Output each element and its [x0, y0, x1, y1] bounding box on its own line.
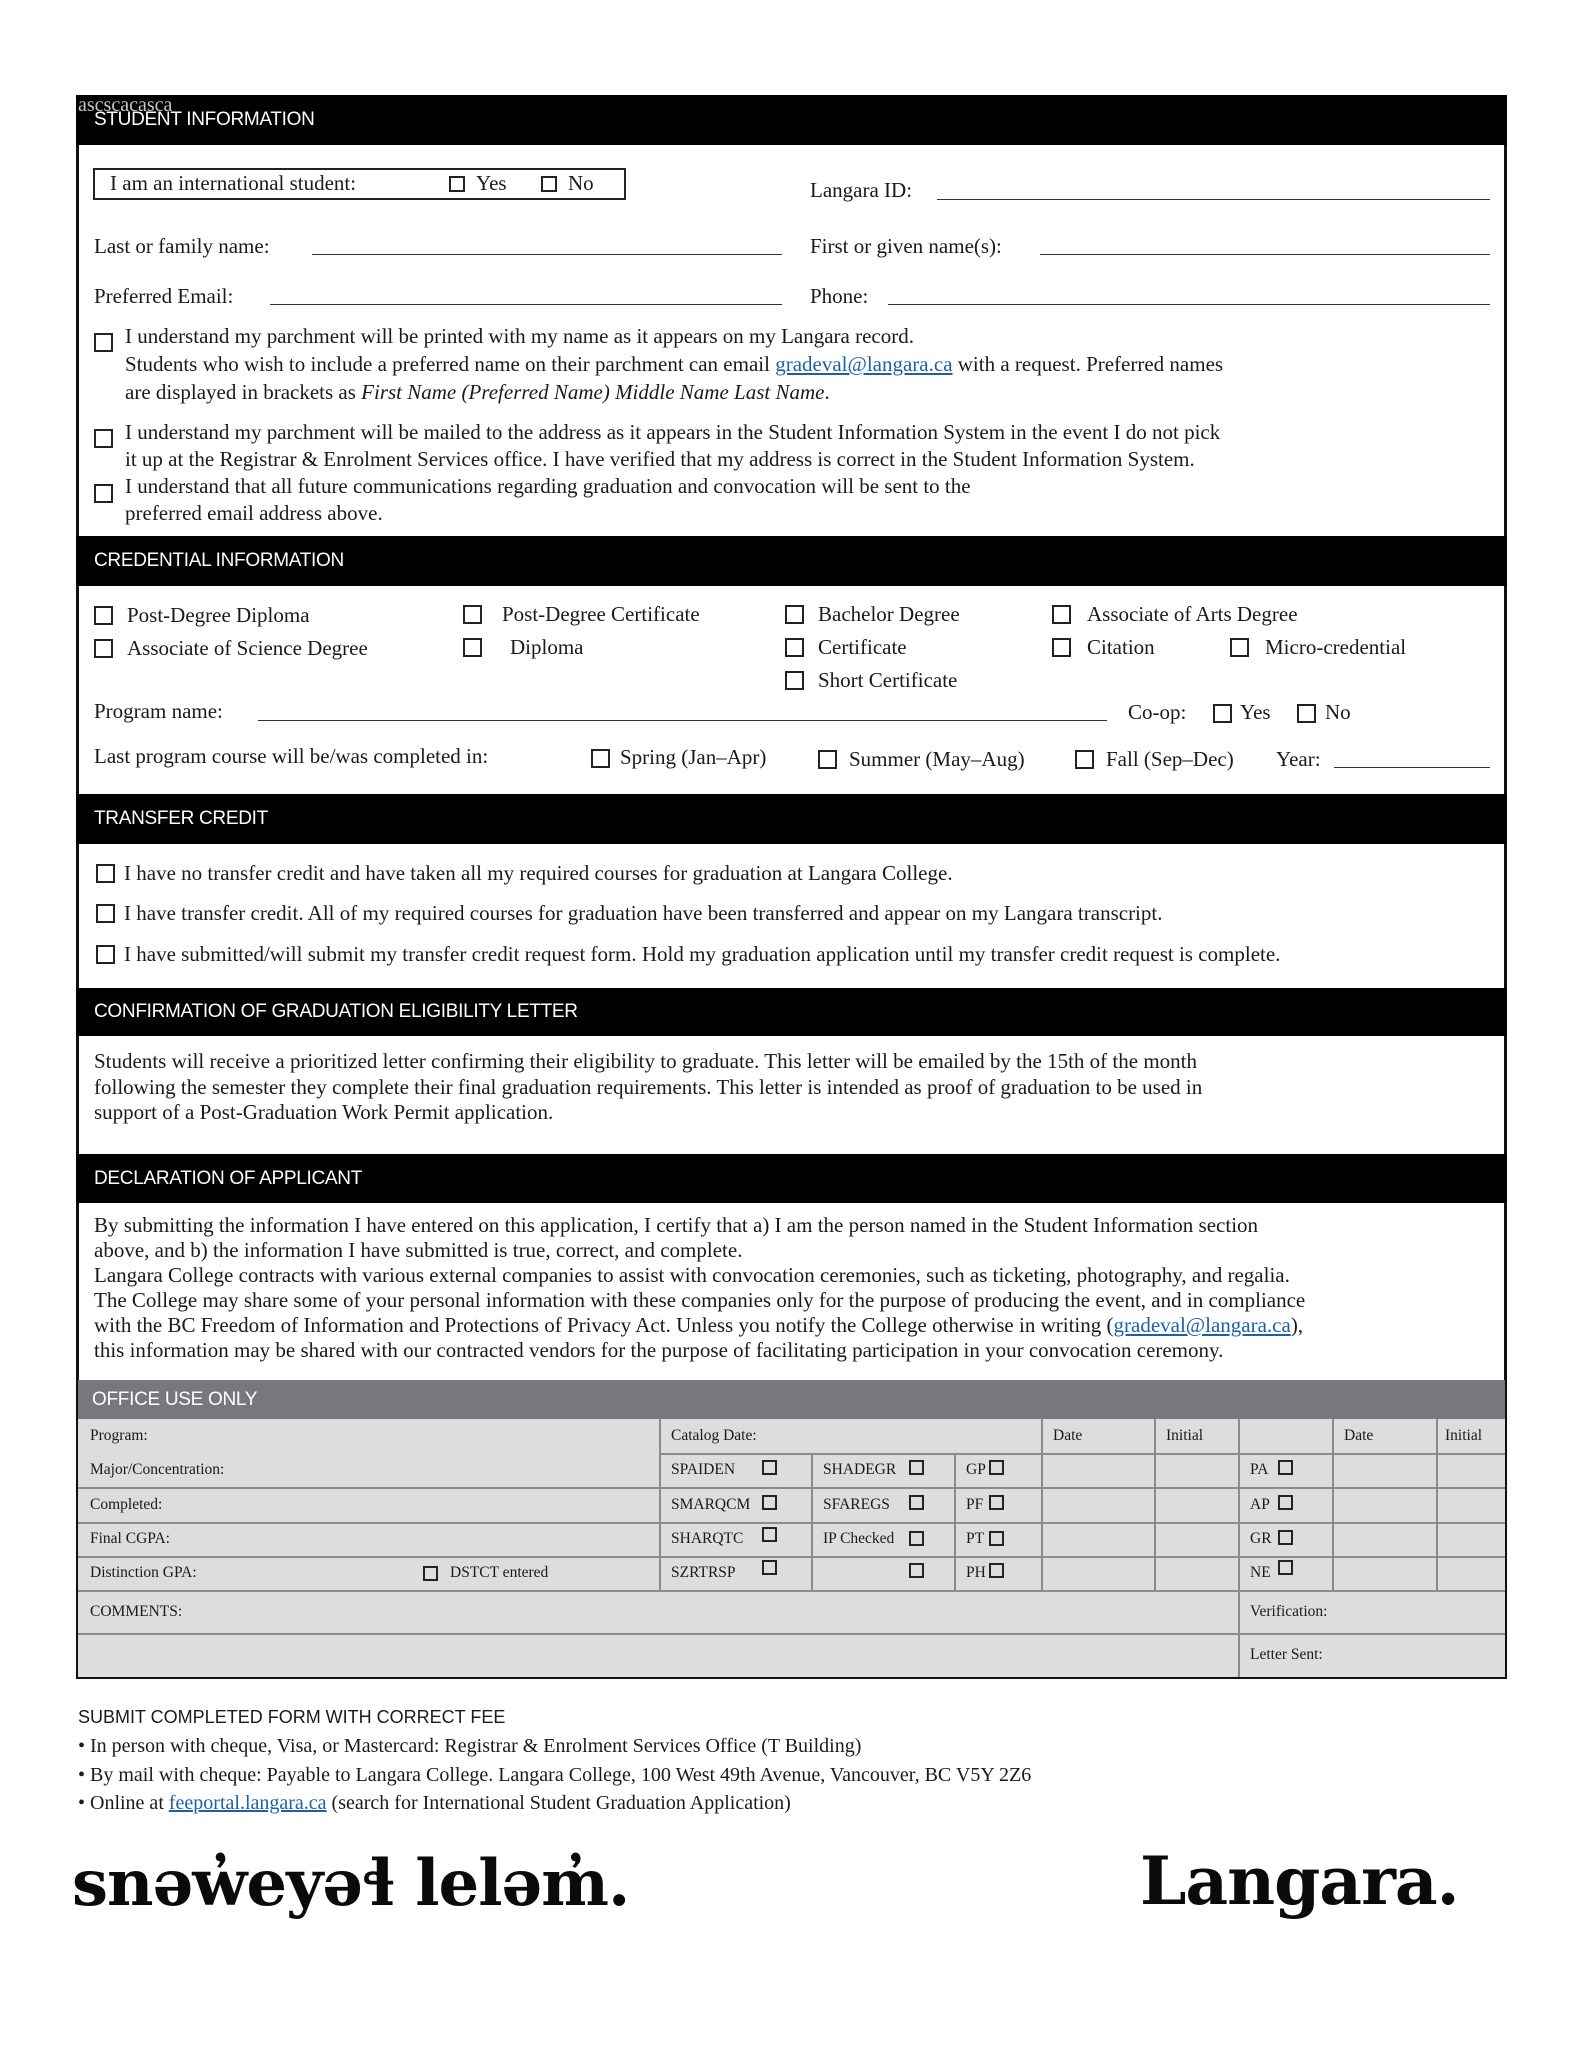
blank-checkbox[interactable]	[909, 1563, 924, 1578]
date-label: Date	[1053, 1427, 1083, 1444]
szrtrsp-cell	[659, 1556, 811, 1590]
blank-cell	[811, 1556, 954, 1590]
short-certificate-checkbox[interactable]	[785, 671, 804, 690]
langara-id-field[interactable]	[937, 199, 1490, 200]
distinction-gpa-cell	[78, 1556, 659, 1590]
ack-name-line1: I understand my parchment will be printed with my name as it appears on my Langara record.	[125, 324, 914, 348]
major-label: Major/Concentration:	[90, 1461, 225, 1478]
section-header-student-information	[76, 95, 1507, 145]
program-label: Program:	[90, 1427, 148, 1444]
spring-checkbox[interactable]	[591, 749, 610, 768]
shadegr-label: SHADEGR	[823, 1461, 897, 1478]
first-name-field[interactable]	[1040, 254, 1490, 255]
year-label: Year:	[1276, 747, 1321, 771]
initial-header-2	[1436, 1419, 1505, 1453]
post-degree-diploma-label: Post-Degree Diploma	[127, 603, 310, 627]
initial-label: Initial	[1445, 1427, 1483, 1444]
pf-label: PF	[966, 1495, 984, 1513]
ph-label: PH	[966, 1564, 986, 1581]
bachelor-degree-checkbox[interactable]	[785, 605, 804, 624]
gp-checkbox[interactable]	[989, 1460, 1004, 1475]
ack-communications-line1: I understand that all future communications regarding graduation and convocation will be sent to the	[125, 474, 971, 498]
international-yes-label: Yes	[476, 171, 507, 195]
letter-sent-cell[interactable]	[1238, 1633, 1505, 1677]
declaration-line: above, and b) the information I have submitted is true, correct, and complete.	[94, 1238, 743, 1262]
post-degree-certificate-checkbox[interactable]	[463, 605, 482, 624]
section-header-office-use	[78, 1380, 1505, 1420]
sfaregs-label: SFAREGS	[823, 1495, 890, 1513]
ip-checked-checkbox[interactable]	[909, 1531, 924, 1546]
confirmation-line: Students will receive a prioritized letter confirming their eligibility to graduate. This letter will be emailed by the 15th of the month	[94, 1049, 1197, 1073]
ap-label: AP	[1250, 1495, 1270, 1513]
final-cgpa-label: Final CGPA:	[90, 1530, 170, 1547]
pa-checkbox[interactable]	[1278, 1460, 1293, 1475]
confirmation-paragraph	[94, 1049, 1494, 1126]
sharqtc-label: SHARQTC	[671, 1530, 744, 1547]
completed-cell	[78, 1487, 659, 1522]
ack-mail-line2: it up at the Registrar & Enrolment Services office. I have verified that my address is correct in the Student Information System.	[125, 447, 1195, 471]
ghost-text: ascscacasca	[78, 94, 173, 116]
date-header-2	[1332, 1419, 1436, 1453]
summer-label: Summer (May–Aug)	[849, 747, 1025, 771]
declaration-line: By submitting the information I have entered on this application, I certify that a) I am the person named in the Student Information section	[94, 1213, 1259, 1237]
ack-name-line3-end: .	[824, 380, 830, 404]
short-certificate-label: Short Certificate	[818, 668, 958, 692]
confirmation-line: following the semester they complete their final graduation requirements. This letter is intended as proof of graduation to be used in	[94, 1074, 1203, 1099]
post-degree-certificate-label: Post-Degree Certificate	[502, 602, 700, 626]
comments-field[interactable]	[78, 1633, 1238, 1677]
micro-credential-checkbox[interactable]	[1230, 638, 1249, 657]
ack-name-line2-text: Students who wish to include a preferred name on their parchment can email	[125, 352, 776, 376]
gp-label: GP	[966, 1461, 986, 1478]
spring-label: Spring (Jan–Apr)	[620, 745, 767, 769]
phone-label: Phone:	[810, 284, 869, 308]
coop-yes-label: Yes	[1240, 700, 1271, 724]
ph-checkbox[interactable]	[989, 1563, 1004, 1578]
ack-name-line3-text: are displayed in brackets as	[125, 380, 362, 404]
associate-arts-label: Associate of Arts Degree	[1087, 602, 1298, 626]
catalog-date-cell	[659, 1419, 1041, 1453]
confirmation-line: support of a Post-Graduation Work Permit application.	[94, 1100, 554, 1124]
citation-checkbox[interactable]	[1052, 638, 1071, 657]
gr-checkbox[interactable]	[1278, 1530, 1293, 1545]
preferred-name-format: First Name (Preferred Name) Middle Name Last Name	[361, 380, 825, 404]
summer-checkbox[interactable]	[818, 750, 837, 769]
sfaregs-checkbox[interactable]	[909, 1495, 924, 1510]
section-title: CREDENTIAL INFORMATION	[94, 550, 344, 571]
pf-checkbox[interactable]	[989, 1495, 1004, 1510]
international-student-label: I am an international student:	[110, 171, 357, 195]
spaiden-label: SPAIDEN	[671, 1461, 736, 1478]
section-header-confirmation-letter	[76, 988, 1507, 1036]
section-title: TRANSFER CREDIT	[94, 808, 268, 829]
dstct-entered-checkbox[interactable]	[423, 1566, 438, 1581]
major-cell	[78, 1453, 659, 1487]
transfer-credit-pending-checkbox[interactable]	[96, 945, 115, 964]
coop-yes-checkbox[interactable]	[1213, 704, 1232, 723]
smarqcm-checkbox[interactable]	[762, 1495, 777, 1510]
ack-name-line3	[125, 379, 830, 405]
pa-label: PA	[1250, 1461, 1269, 1478]
ack-communications-line2: preferred email address above.	[125, 501, 383, 525]
shadegr-checkbox[interactable]	[909, 1460, 924, 1475]
spaiden-checkbox[interactable]	[762, 1460, 777, 1475]
preferred-email-field[interactable]	[270, 304, 782, 305]
first-name-label: First or given name(s):	[810, 234, 1002, 258]
submit-online-text-end: (search for International Student Graduation Application)	[326, 1792, 791, 1814]
transfer-credit-pending-label: I have submitted/will submit my transfer credit request form. Hold my graduation application until my transfer credit request is complete.	[124, 942, 1281, 966]
gr-label: GR	[1250, 1530, 1272, 1547]
verification-cell[interactable]	[1238, 1590, 1505, 1633]
no-transfer-credit-checkbox[interactable]	[96, 864, 115, 883]
coop-no-checkbox[interactable]	[1297, 704, 1316, 723]
final-cgpa-cell	[78, 1522, 659, 1556]
last-course-label: Last program course will be/was completed in:	[94, 744, 489, 768]
bachelor-degree-label: Bachelor Degree	[818, 602, 960, 626]
smarqcm-cell	[659, 1487, 811, 1522]
certificate-label: Certificate	[818, 635, 907, 659]
comments-label: COMMENTS:	[90, 1602, 183, 1620]
declaration-line	[94, 1313, 1494, 1338]
declaration-line: The College may share some of your personal information with these companies only for the purpose of producing the event, and in compliance	[94, 1288, 1306, 1312]
date-header	[1041, 1419, 1154, 1453]
ack-mail-line1: I understand my parchment will be mailed to the address as it appears in the Student Information System in the event I do not pick	[125, 420, 1221, 444]
diploma-checkbox[interactable]	[463, 638, 482, 657]
submit-online	[78, 1790, 791, 1816]
micro-credential-label: Micro-credential	[1265, 635, 1407, 659]
dstct-entered-label: DSTCT entered	[450, 1564, 549, 1581]
ap-checkbox[interactable]	[1278, 1495, 1293, 1510]
transfer-credit-complete-label: I have transfer credit. All of my required courses for graduation have been transferred and appear on my Langara transcript.	[124, 901, 1163, 925]
initial-label: Initial	[1166, 1427, 1204, 1444]
langara-logo: Langara.	[1140, 1842, 1459, 1920]
smarqcm-label: SMARQCM	[671, 1495, 751, 1513]
citation-label: Citation	[1087, 635, 1155, 659]
international-yes-checkbox[interactable]	[449, 176, 465, 192]
coop-label: Co-op:	[1128, 700, 1187, 724]
fall-label: Fall (Sep–Dec)	[1106, 747, 1234, 771]
submit-in-person: • In person with cheque, Visa, or Mastercard: Registrar & Enrolment Services Office (T Building)	[78, 1735, 862, 1757]
completed-label: Completed:	[90, 1495, 163, 1513]
submit-online-text: • Online at	[78, 1792, 169, 1814]
declaration-line5-end: ),	[1290, 1313, 1304, 1337]
section-header-declaration	[76, 1154, 1507, 1203]
section-title: STUDENT INFORMATION	[94, 109, 315, 130]
certificate-checkbox[interactable]	[785, 638, 804, 657]
submit-instructions-title: SUBMIT COMPLETED FORM WITH CORRECT FEE	[78, 1707, 506, 1727]
coop-no-label: No	[1325, 700, 1351, 724]
transfer-credit-complete-checkbox[interactable]	[96, 904, 115, 923]
last-name-label: Last or family name:	[94, 234, 270, 258]
submit-by-mail: • By mail with cheque: Payable to Langara College. Langara College, 100 West 49th Avenue, Vancouver, BC V5Y 2Z6	[78, 1764, 1032, 1786]
office-use-table	[78, 1419, 1505, 1677]
phone-field[interactable]	[888, 304, 1490, 305]
szrtrsp-checkbox[interactable]	[762, 1560, 777, 1575]
ne-label: NE	[1250, 1564, 1271, 1581]
program-name-label: Program name:	[94, 699, 223, 723]
last-name-field[interactable]	[312, 254, 782, 255]
ack-name-checkbox[interactable]	[94, 333, 113, 352]
langara-id-label: Langara ID:	[810, 178, 913, 202]
fall-checkbox[interactable]	[1075, 750, 1094, 769]
declaration-line: this information may be shared with our contracted vendors for the purpose of facilitating participation in your convocation ceremony.	[94, 1338, 1224, 1362]
section-header-credential-information	[76, 536, 1507, 586]
gradeval-email-link[interactable]: gradeval@langara.ca	[1113, 1313, 1291, 1337]
associate-arts-checkbox[interactable]	[1052, 605, 1071, 624]
comments-cell[interactable]	[78, 1590, 1238, 1633]
section-title: DECLARATION OF APPLICANT	[94, 1167, 363, 1189]
declaration-line5-text: with the BC Freedom of Information and Protections of Privacy Act. Unless you notify the College otherwise in writing (	[94, 1313, 1114, 1337]
ip-checked-label: IP Checked	[823, 1530, 895, 1547]
no-transfer-credit-label: I have no transfer credit and have taken all my required courses for graduation at Langara College.	[124, 861, 953, 885]
ack-name-line2-text-end: with a request. Preferred names	[952, 352, 1224, 376]
spaiden-cell	[659, 1453, 811, 1487]
gradeval-email-link[interactable]: gradeval@langara.ca	[775, 352, 953, 376]
program-cell	[78, 1419, 659, 1453]
feeportal-link[interactable]: feeportal.langara.ca	[168, 1792, 327, 1814]
declaration-line: Langara College contracts with various external companies to assist with convocation ceremonies, such as ticketing, photography, and regalia.	[94, 1263, 1290, 1287]
ack-mail-checkbox[interactable]	[94, 429, 113, 448]
declaration-paragraph	[94, 1213, 1494, 1363]
shadegr-cell	[811, 1453, 954, 1487]
snaweyat-lelam-logo: snəw̓eyəɬ leləm̓.	[72, 1846, 630, 1921]
post-degree-diploma-checkbox[interactable]	[94, 606, 113, 625]
year-field[interactable]	[1334, 767, 1490, 768]
sharqtc-checkbox[interactable]	[762, 1527, 777, 1542]
szrtrsp-label: SZRTRSP	[671, 1564, 736, 1581]
international-no-checkbox[interactable]	[541, 176, 557, 192]
date-label: Date	[1344, 1427, 1374, 1444]
pt-checkbox[interactable]	[989, 1531, 1004, 1546]
initial-header	[1154, 1419, 1238, 1453]
section-header-transfer-credit	[76, 794, 1507, 844]
catalog-date-label: Catalog Date:	[671, 1427, 757, 1444]
verification-label: Verification:	[1250, 1602, 1328, 1620]
sfaregs-cell	[811, 1487, 954, 1522]
letter-sent-label: Letter Sent:	[1250, 1646, 1323, 1663]
section-title: OFFICE USE ONLY	[92, 1389, 258, 1410]
international-no-label: No	[568, 171, 594, 195]
sharqtc-cell	[659, 1522, 811, 1556]
program-name-field[interactable]	[258, 720, 1107, 721]
pt-label: PT	[966, 1530, 985, 1547]
section-title: CONFIRMATION OF GRADUATION ELIGIBILITY LETTER	[94, 1001, 578, 1022]
preferred-email-label: Preferred Email:	[94, 284, 234, 308]
ip-checked-cell	[811, 1522, 954, 1556]
diploma-label: Diploma	[510, 635, 584, 659]
associate-science-checkbox[interactable]	[94, 639, 113, 658]
ack-name-line2	[125, 351, 1223, 377]
ack-communications-checkbox[interactable]	[94, 484, 113, 503]
associate-science-label: Associate of Science Degree	[127, 636, 368, 660]
distinction-gpa-label: Distinction GPA:	[90, 1564, 197, 1581]
ne-checkbox[interactable]	[1278, 1560, 1293, 1575]
